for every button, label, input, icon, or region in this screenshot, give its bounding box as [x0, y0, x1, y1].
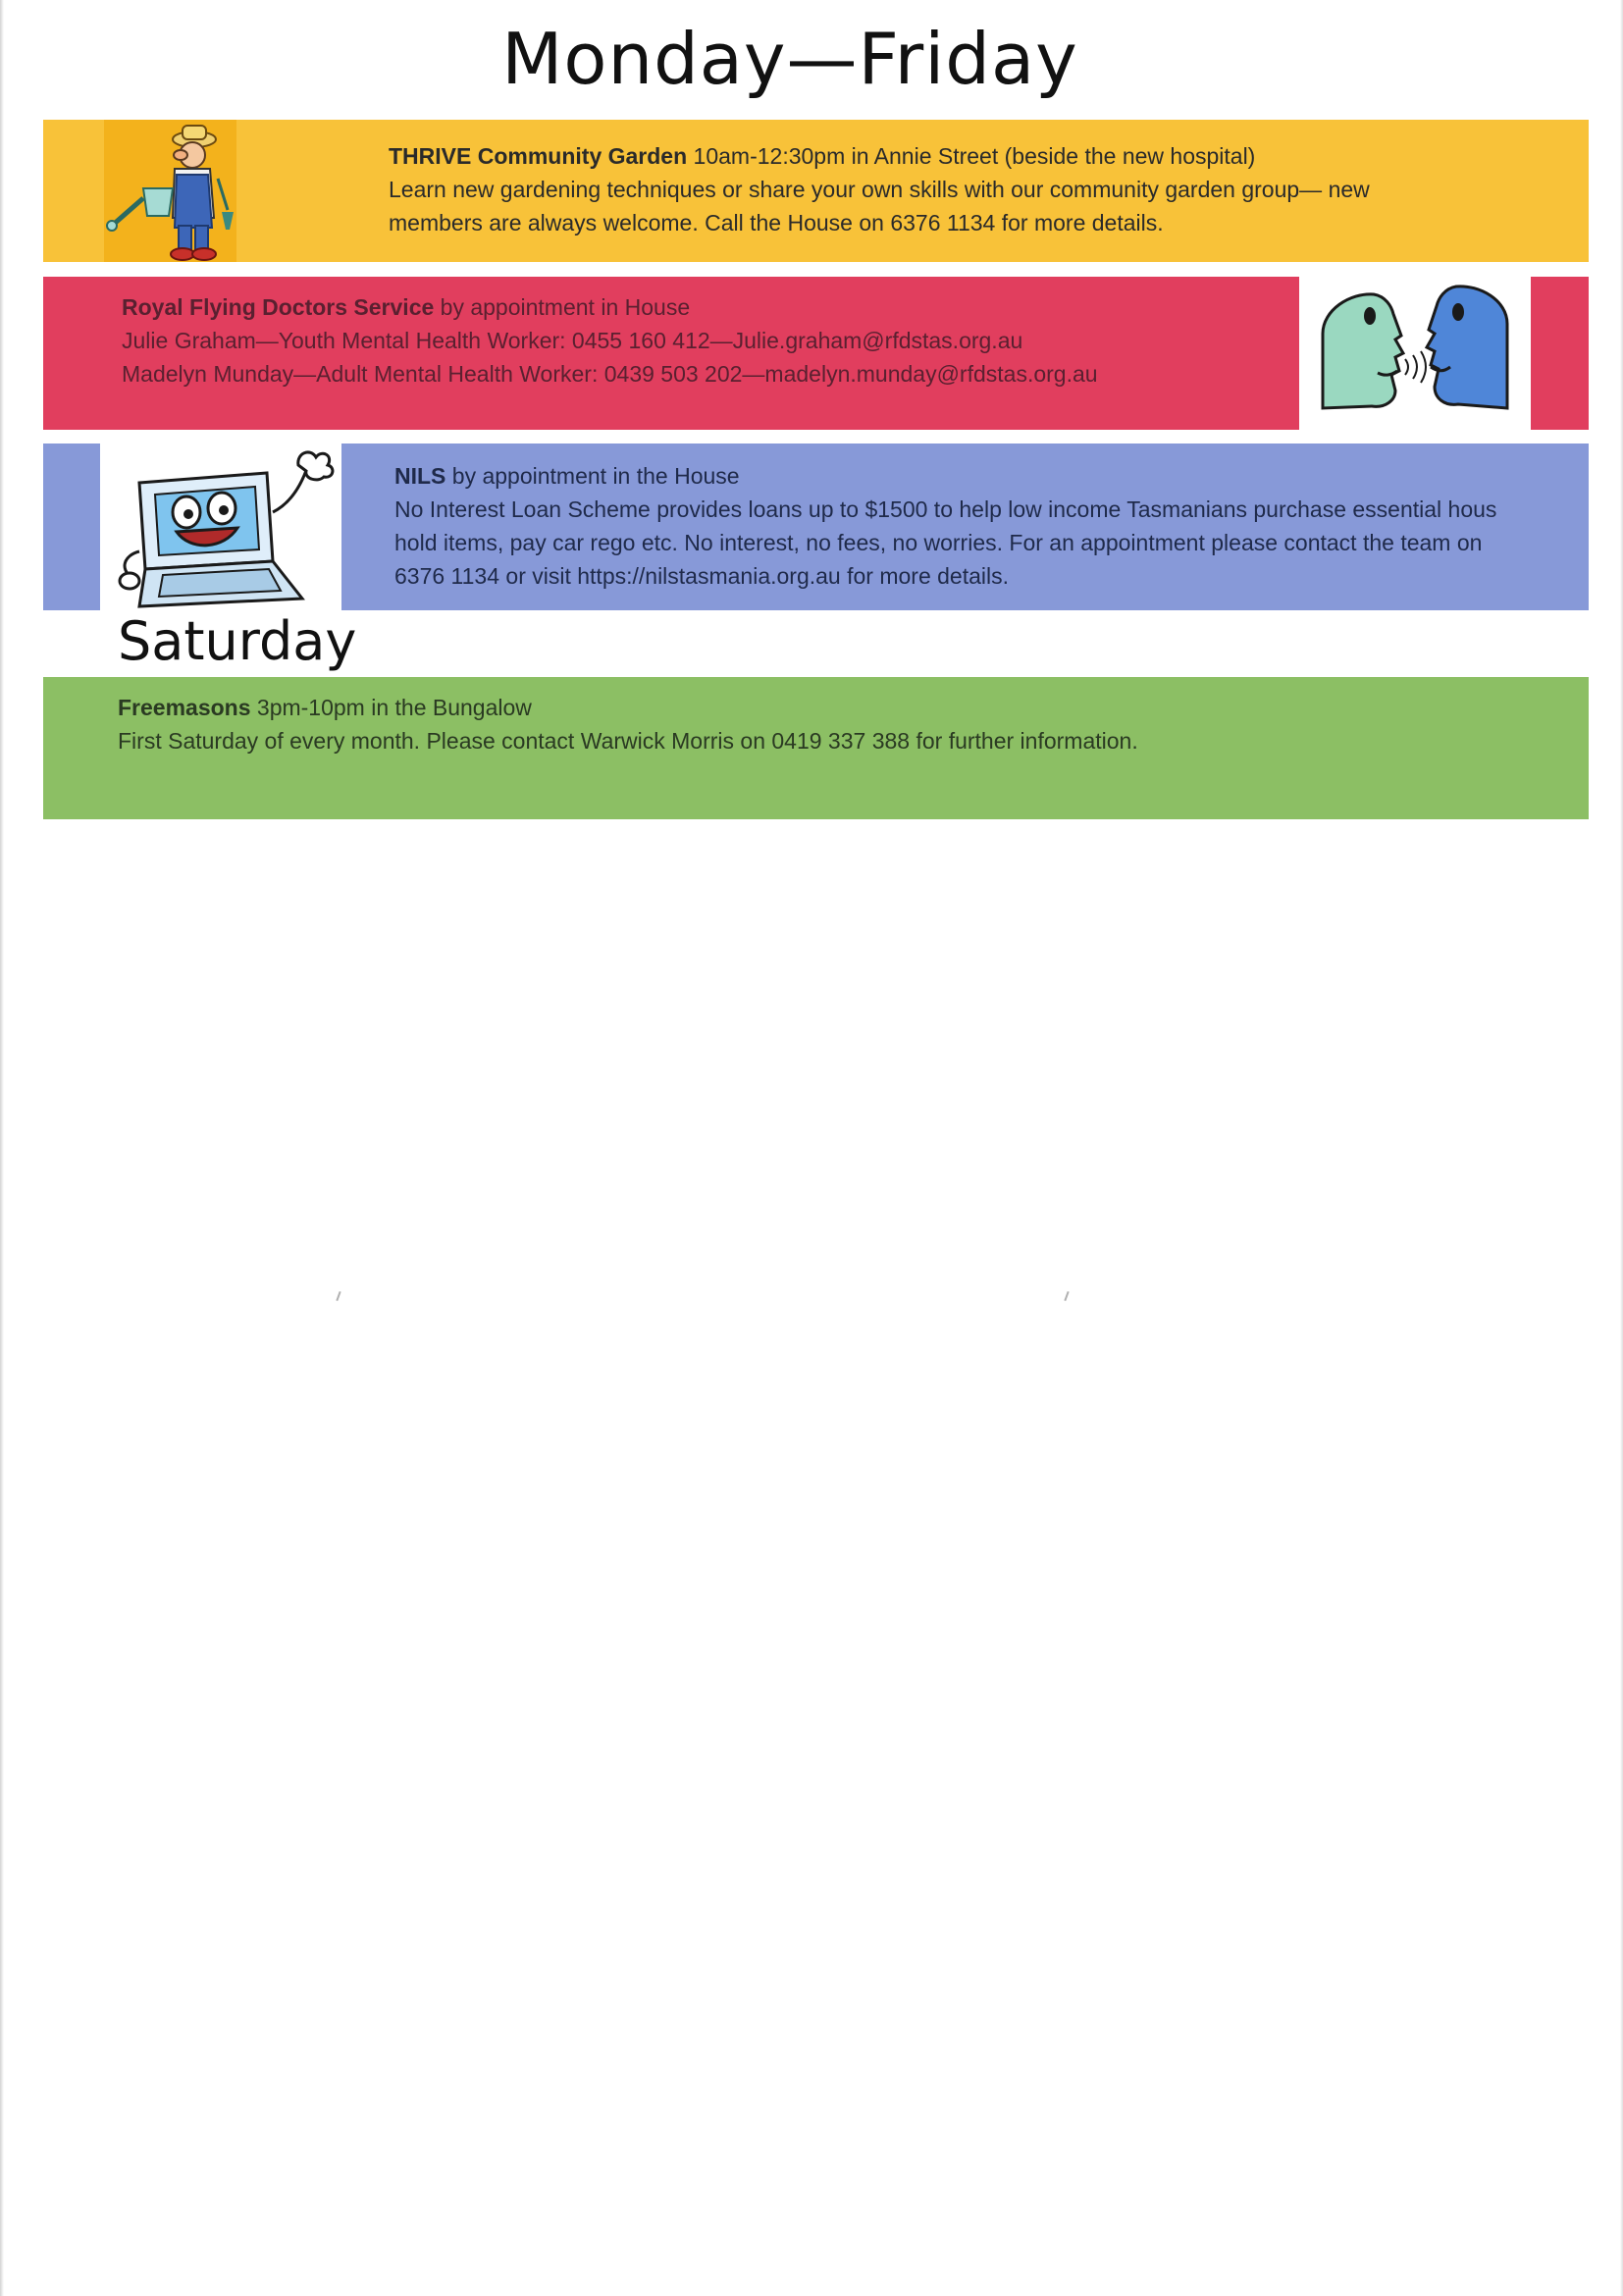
freemasons-when-where: 3pm-10pm in the Bungalow	[250, 695, 532, 720]
nils-name: NILS	[394, 463, 446, 489]
freemasons-name: Freemasons	[118, 695, 251, 720]
rfds-band-end	[1531, 277, 1589, 430]
rfds-line-2: Julie Graham—Youth Mental Health Worker: 0455 160 412—Julie.graham@rfdstas.org.au	[122, 328, 1023, 353]
nils-when-where: by appointment in the House	[445, 463, 740, 489]
nils-band	[43, 444, 1589, 610]
thrive-text	[389, 139, 1370, 239]
waving-laptop-icon	[100, 444, 341, 610]
rfds-when-where: by appointment in House	[434, 294, 691, 320]
nils-line-2: No Interest Loan Scheme provides loans up to $1500 to help low income Tasmanians purchase essential hous	[394, 496, 1497, 522]
page-title: Monday—Friday	[501, 18, 1078, 100]
scan-speck	[1064, 1291, 1069, 1301]
gardener-icon	[104, 120, 236, 262]
nils-text	[394, 459, 1496, 593]
scan-speck	[336, 1291, 340, 1301]
talking-faces-icon	[1301, 277, 1529, 430]
freemasons-text	[118, 691, 1138, 757]
freemasons-band	[43, 677, 1589, 819]
rfds-name: Royal Flying Doctors Service	[122, 294, 435, 320]
rfds-band	[43, 277, 1299, 430]
thrive-line-3: members are always welcome. Call the House on 6376 1134 for more details.	[389, 210, 1164, 235]
scan-edge-left	[0, 0, 4, 2296]
nils-line-3: hold items, pay car rego etc. No interest, no fees, no worries. For an appointment please contact the team on	[394, 530, 1483, 555]
thrive-when-where: 10am-12:30pm in Annie Street (beside the new hospital)	[687, 143, 1256, 169]
thrive-line-2: Learn new gardening techniques or share your own skills with our community garden group— new	[389, 177, 1370, 202]
thrive-band	[43, 120, 1589, 262]
rfds-line-3: Madelyn Munday—Adult Mental Health Worker: 0439 503 202—madelyn.munday@rfdstas.org.au	[122, 361, 1098, 387]
rfds-text	[122, 290, 1098, 391]
saturday-heading: Saturday	[118, 610, 357, 672]
nils-line-4: 6376 1134 or visit https://nilstasmania.org.au for more details.	[394, 563, 1010, 589]
freemasons-line-2: First Saturday of every month. Please contact Warwick Morris on 0419 337 388 for further information.	[118, 728, 1138, 754]
thrive-name: THRIVE Community Garden	[389, 143, 688, 169]
